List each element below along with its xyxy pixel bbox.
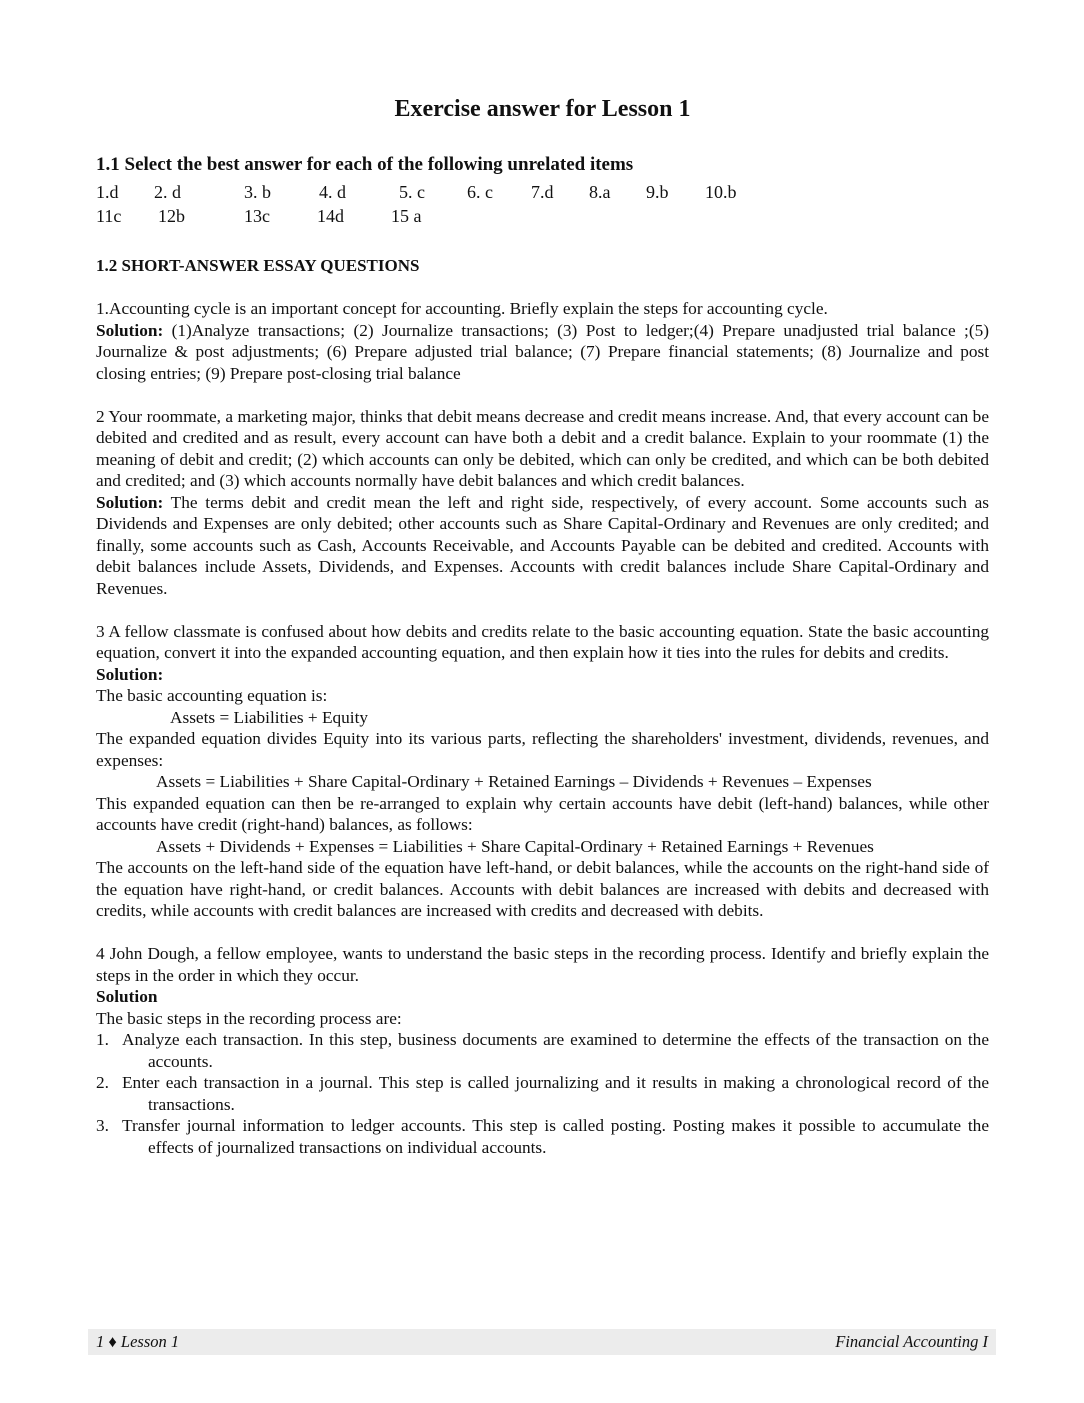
answer-item: 10.b [705,182,737,202]
basic-equation: Assets = Liabilities + Equity [170,707,369,727]
solution-label: Solution: [96,320,164,340]
solution-3-line-1: The basic accounting equation is: [96,686,328,705]
solution-3-line-4: The accounts on the left-hand side of the equation have left-hand, or debit balances, while the accounts on the right-hand side of the equation have right-hand, or credit balances. Accounts with debit balances are increased with debits and decreased with credits, while accounts with credit balances are increased with credits and decreased with debits. [96,858,989,920]
essay-answers [96,298,989,1158]
answer-item: 2. d [154,182,181,202]
step-number: 2. [96,1073,109,1092]
solution-3-line-2: The expanded equation divides Equity into its various parts, reflecting the shareholders' investment, dividends, revenues, and expenses: [96,729,989,770]
rearranged-equation: Assets + Dividends + Expenses = Liabilities + Share Capital-Ordinary + Retained Earnings + Revenues [156,836,874,856]
answer-item: 6. c [467,182,493,202]
question-4: 4 John Dough, a fellow employee, wants to understand the basic steps in the recording process. Identify and briefly explain the steps in the order in which they occur. [96,944,989,985]
step-text: Enter each transaction in a journal. This step is called journalizing and it results in making a chronological record of the transactions. [122,1073,989,1114]
list-item [96,1072,989,1115]
solution-text: The terms debit and credit mean the left and right side, respectively, of every account. Some accounts such as Dividends and Expenses are only debited; other accounts such as Share Capital-Ordinary and Revenues are only credited; and finally, some accounts such as Cash, Accounts Receivable, and Accounts Payable can be debited and credited. Accounts with debit balances include Assets, Dividends, and Expenses. Accounts with credit balances include Share Capital-Ordinary and Revenues. [96,492,989,598]
expanded-equation: Assets = Liabilities + Share Capital-Ordinary + Retained Earnings – Dividends + Revenues – Expenses [156,772,872,791]
list-item [96,1029,989,1072]
step-text: Transfer journal information to ledger accounts. This step is called posting. Posting makes it possible to accumulate the effects of journalized transactions on individual accounts. [122,1116,989,1157]
solution-label: Solution: [96,492,164,512]
solution-text: (1)Analyze transactions; (2) Journalize transactions; (3) Post to ledger;(4) Prepare unadjusted trial balance ;(5) Journalize & post adjustments; (6) Prepare adjusted trial balance; (7) Prepare financial statements; (8) Journalize and post closing entries; (9) Prepare post-closing trial balance [96,320,989,383]
section-1-heading: 1.1 Select the best answer for each of the following unrelated items [96,154,634,175]
step-number: 3. [96,1116,109,1135]
answer-item: 11c [96,206,122,226]
solution-label: Solution: [96,664,164,684]
answer-item: 12b [158,206,185,226]
solution-label: Solution [96,987,158,1006]
list-item [96,1115,989,1158]
section-2-heading: 1.2 SHORT-ANSWER ESSAY QUESTIONS [96,256,420,275]
answer-item: 3. b [244,182,271,202]
answer-item: 8.a [589,182,611,202]
footer-page-label: 1 ♦ Lesson 1 [96,1332,180,1351]
answer-item: 5. c [399,182,425,202]
answer-item: 7.d [531,182,554,202]
answer-item: 4. d [319,182,346,202]
answer-item: 9.b [646,182,669,202]
answer-item: 13c [244,206,270,226]
solution-2 [96,492,989,600]
step-number: 1. [96,1030,109,1049]
page-title: Exercise answer for Lesson 1 [394,96,691,122]
solution-3-line-3: This expanded equation can then be re-arranged to explain why certain accounts have debit (left-hand) balances, while other accounts have credit (right-hand) balances, as follows: [96,793,989,834]
solution-1 [96,320,989,385]
question-1: 1.Accounting cycle is an important concept for accounting. Briefly explain the steps for accounting cycle. [96,299,828,318]
answer-item: 14d [317,206,344,226]
question-3: 3 A fellow classmate is confused about how debits and credits relate to the basic accounting equation. State the basic accounting equation, convert it into the expanded accounting equation, and then explain how it ties into the rules for debits and credits. [96,621,989,662]
answer-item: 1.d [96,182,119,202]
recording-steps [96,1029,989,1158]
footer-course-title: Financial Accounting I [835,1332,988,1351]
page-footer [88,1329,996,1355]
solution-4-intro: The basic steps in the recording process are: [96,1008,402,1028]
step-text: Analyze each transaction. In this step, business documents are examined to determine the effects of the transaction on the accounts. [122,1030,989,1071]
question-2: 2 Your roommate, a marketing major, thinks that debit means decrease and credit means increase. And, that every account can be debited and credited and as result, every account can have both a debit and a credit balance. Explain to your roommate (1) the meaning of debit and credit; (2) which accounts can only be debited, which can only be credited, and which can be both debited and credited; and (3) which accounts normally have debit balances and which credit balances. [96,406,989,490]
answer-item: 15 a [391,206,422,226]
